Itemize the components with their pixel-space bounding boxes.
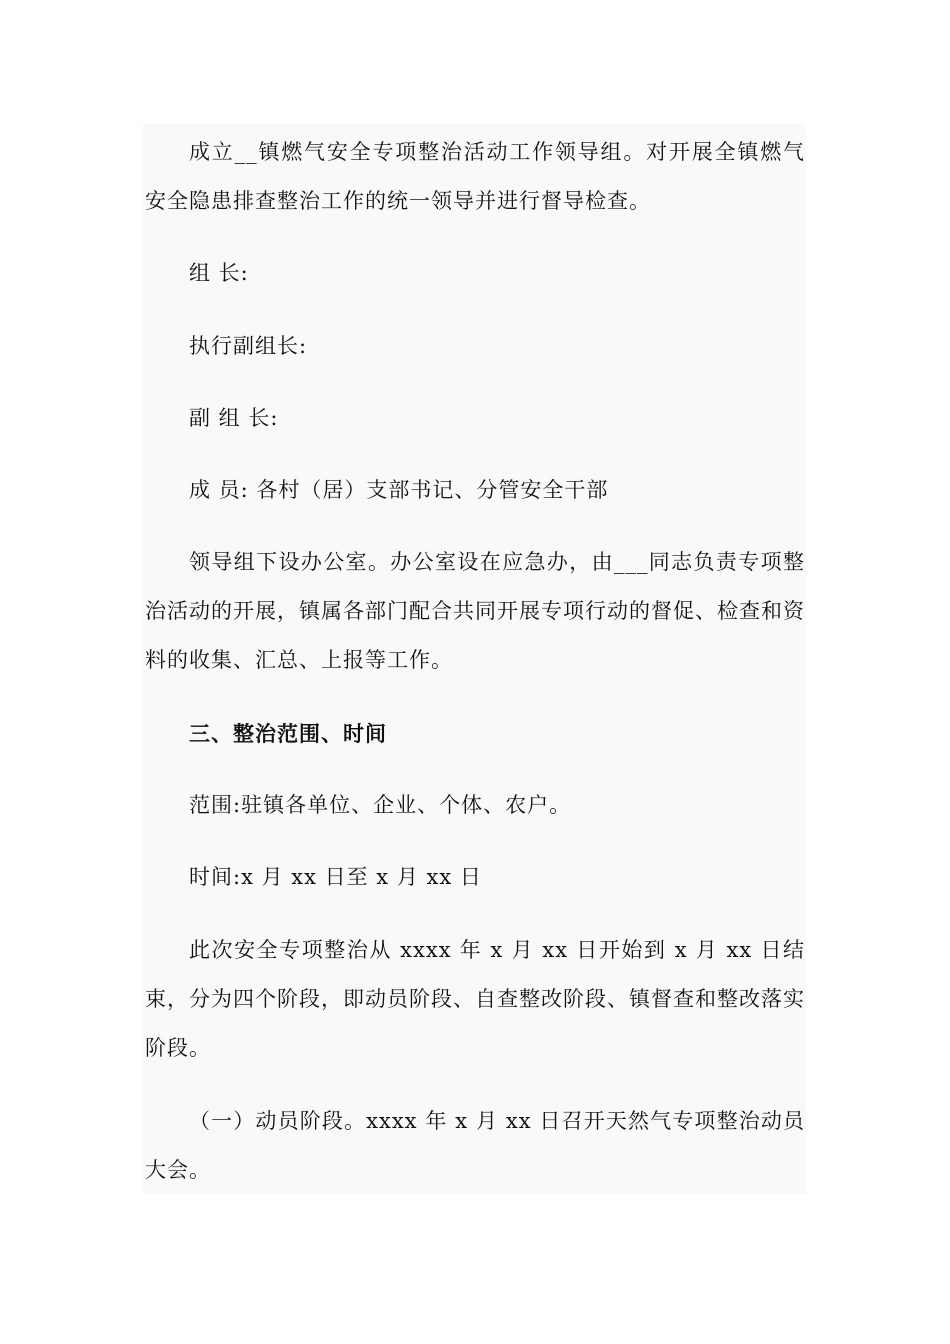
paragraph-office: 领导组下设办公室。办公室设在应急办，由___同志负责专项整治活动的开展，镇属各部门配合共同开展专项行动的督促、检查和资料的收集、汇总、上报等工作。 (145, 550, 805, 672)
section-heading-scope-time: 三、整治范围、时间 (189, 721, 387, 746)
paragraph-leadership-group: 成立__镇燃气安全专项整治活动工作领导组。对开展全镇燃气安全隐患排查整治工作的统一领导并进行督导检查。 (145, 140, 805, 213)
paragraph-time: 时间:x 月 xx 日至 x 月 xx 日 (189, 865, 482, 889)
paragraph-members: 成 员: 各村（居）支部书记、分管安全干部 (189, 478, 609, 502)
paragraph-deputy-leader: 副 组 长: (189, 406, 279, 430)
paragraph-scope: 范围:驻镇各单位、企业、个体、农户。 (189, 793, 572, 817)
paragraph-stages: 此次安全专项整治从 xxxx 年 x 月 xx 日开始到 x 月 xx 日结束，分为四个阶段，即动员阶段、自查整改阶段、镇督查和整改落实阶段。 (145, 938, 805, 1060)
paragraph-executive-deputy-leader: 执行副组长: (189, 334, 308, 358)
paragraph-mobilization-stage: （一）动员阶段。xxxx 年 x 月 xx 日召开天然气专项整治动员大会。 (145, 1109, 805, 1182)
paragraph-group-leader: 组 长: (189, 261, 249, 285)
